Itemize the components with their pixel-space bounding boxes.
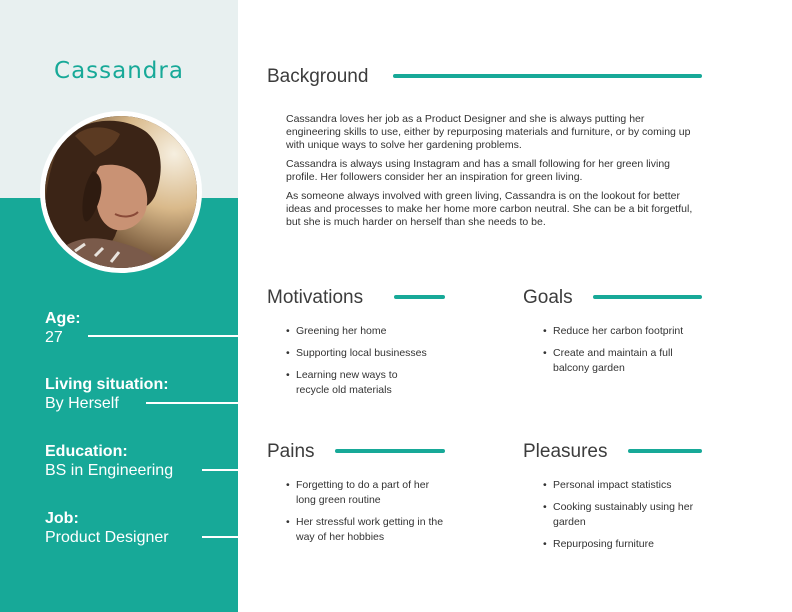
list-item: • Create and maintain a full balcony garden — [543, 346, 703, 376]
motivations-accent-line — [394, 295, 445, 299]
list-item: • Cooking sustainably using her garden — [543, 500, 703, 530]
list-item: • Forgetting to do a part of her long green routine — [286, 478, 446, 508]
field-living-situation-label: Living situation: — [45, 376, 169, 393]
field-living-situation-divider — [146, 402, 238, 404]
list-item: • Learning new ways to recycle old materials — [286, 368, 426, 398]
field-age-value: 27 — [45, 329, 63, 346]
background-title: Background — [267, 66, 369, 87]
field-job-divider — [202, 536, 238, 538]
persona-name: Cassandra — [54, 58, 184, 84]
field-living-situation — [45, 375, 169, 413]
pains-title: Pains — [267, 441, 315, 462]
list-item: • Personal impact statistics — [543, 478, 713, 493]
list-item: • Greening her home — [286, 324, 456, 339]
field-job — [45, 509, 169, 547]
field-education-value: BS in Engineering — [45, 462, 174, 479]
list-item: • Supporting local businesses — [286, 346, 456, 361]
pains-accent-line — [335, 449, 445, 453]
field-age — [45, 309, 81, 347]
background-paragraph: As someone always involved with green living, Cassandra is on the lookout for better ideas and processes to make her home more carbon neutral. She can be a bit forgetful, but she is much harder on herself than she needs to be. — [286, 190, 693, 228]
background-paragraph: Cassandra is always using Instagram and has a small following for her green living profile. Her followers consider her an inspiration for green living. — [286, 158, 671, 183]
background-text — [286, 113, 698, 235]
pleasures-title: Pleasures — [523, 441, 608, 462]
goals-title: Goals — [523, 287, 573, 308]
field-living-situation-value: By Herself — [45, 395, 119, 412]
field-job-value: Product Designer — [45, 529, 169, 546]
field-age-divider — [88, 335, 238, 337]
field-education-divider — [202, 469, 238, 471]
goals-accent-line — [593, 295, 702, 299]
field-age-label: Age: — [45, 310, 81, 327]
goals-list — [543, 324, 713, 383]
persona-photo — [40, 111, 202, 273]
field-education-label: Education: — [45, 443, 128, 460]
background-paragraph: Cassandra loves her job as a Product Designer and she is always putting her engineering skills to use, either by repurposing materials and furniture, or by coming up with unique ways to solve her gardening problems. — [286, 113, 691, 151]
persona-sidebar — [0, 0, 238, 612]
motivations-title: Motivations — [267, 287, 364, 308]
pains-list — [286, 478, 456, 552]
field-job-label: Job: — [45, 510, 79, 527]
list-item: • Her stressful work getting in the way of her hobbies — [286, 515, 456, 545]
pleasures-accent-line — [628, 449, 702, 453]
motivations-list — [286, 324, 456, 405]
field-education — [45, 442, 173, 480]
background-accent-line — [393, 74, 702, 78]
list-item: • Repurposing furniture — [543, 537, 713, 552]
pleasures-list — [543, 478, 713, 559]
list-item: • Reduce her carbon footprint — [543, 324, 713, 339]
